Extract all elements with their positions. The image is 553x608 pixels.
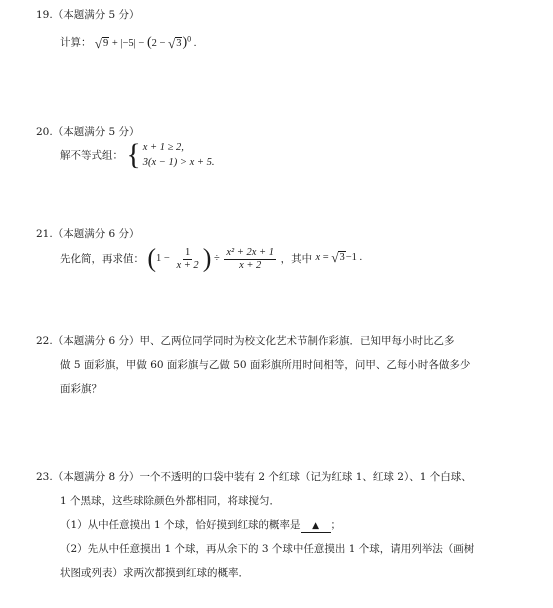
q22-line-2: 做 5 面彩旗，甲做 60 面彩旗与乙做 50 面彩旗所用时间相等，问甲、乙每小时各做多少	[60, 359, 471, 371]
fraction-1	[174, 247, 200, 272]
triangle-icon: ▲	[312, 521, 319, 531]
q22-line-3: 面彩旗？	[60, 383, 102, 395]
q23-line-2: 1 个黑球，这些球除颜色外都相同，将球搅匀．	[60, 495, 281, 507]
fraction-1-numerator: 1	[184, 246, 191, 258]
divide-sign: ÷	[213, 253, 220, 265]
q19-expression	[94, 34, 197, 51]
exponent-zero: 0	[187, 34, 192, 43]
q23-part-2-line-2: 状图或列表）求两次都摸到红球的概率．	[60, 567, 249, 579]
radicand-9: 9	[102, 37, 109, 49]
q19-header: 19.（本题满分 5 分）	[36, 9, 140, 21]
big-paren-open: (	[147, 244, 157, 273]
q21-header: 21.（本题满分 6 分）	[36, 228, 140, 240]
minus-one: −1 .	[345, 252, 363, 264]
sqrt-3b: √3	[331, 250, 345, 266]
sqrt-3: √3	[168, 35, 182, 51]
q23-part-2-line-1: （2）先从中任意摸出 1 个球，再从余下的 3 个球中任意摸出 1 个球，请用列举法（画树	[60, 543, 475, 555]
inequality-1: x + 1 ≥ 2,	[142, 142, 184, 153]
two: 2	[151, 37, 157, 49]
radicand-3: 3	[176, 37, 182, 49]
q21-body	[60, 246, 362, 272]
paren-open: (	[146, 34, 152, 50]
q19-body	[60, 34, 196, 52]
q23-part-1-text: （1）从中任意摸出 1 个球，恰好摸到红球的概率是	[60, 519, 301, 531]
fraction-1-denominator: x + 2	[176, 259, 199, 271]
one-minus: 1 −	[156, 253, 170, 265]
var-x: x	[315, 252, 321, 264]
q19-lead: 计算：	[60, 36, 92, 49]
end-period: .	[193, 37, 197, 49]
sqrt-9: √9	[94, 35, 109, 51]
left-brace: {	[126, 138, 141, 171]
minus-sign: −	[138, 37, 145, 49]
q23-part-1-end: ；	[330, 519, 342, 531]
big-paren-close: )	[202, 244, 212, 273]
answer-blank	[301, 520, 331, 533]
q20-header: 20.（本题满分 5 分）	[36, 126, 140, 138]
minus-sign-2: −	[159, 37, 166, 49]
q21-condition	[315, 250, 363, 266]
fraction-2-denominator: x + 2	[239, 259, 262, 271]
fraction-2	[224, 247, 276, 272]
q23-line-1: 23.（本题满分 8 分）一个不透明的口袋中装有 2 个红球（记为红球 1、红球 2）、1 个白球、	[36, 471, 472, 483]
inequality-system	[126, 140, 214, 170]
q20-lead: 解不等式组：	[60, 149, 123, 162]
equals-sign: =	[322, 252, 329, 264]
fraction-2-numerator: x² + 2x + 1	[226, 246, 275, 258]
where-text: ，其中	[280, 252, 313, 265]
q21-lead: 先化简，再求值：	[60, 252, 144, 265]
radicand-3b: 3	[339, 252, 345, 264]
q21-expression	[147, 244, 280, 273]
paren-close: )	[182, 34, 188, 50]
abs-value: |−5|	[120, 37, 136, 49]
q23-part-1	[60, 517, 341, 533]
plus-sign: +	[111, 37, 118, 49]
inequality-2: 3(x − 1) > x + 5.	[142, 157, 215, 168]
q22-line-1: 22.（本题满分 6 分）甲、乙两位同学同时为校文化艺术节制作彩旗．已知甲每小时比乙多	[36, 335, 455, 347]
q20-body	[60, 140, 214, 170]
